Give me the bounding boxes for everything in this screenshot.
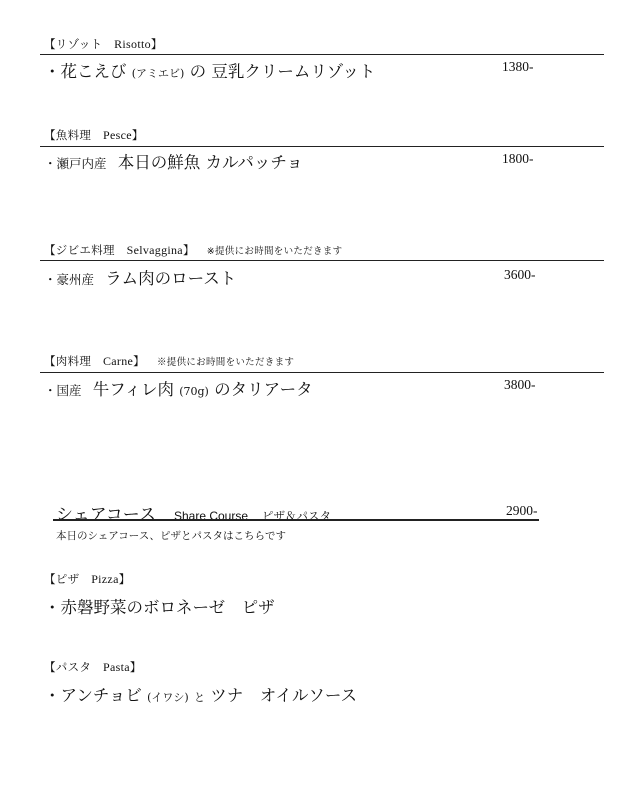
item-name: 牛フィレ肉: [92, 380, 174, 399]
section-header-selvaggina: [44, 242, 342, 258]
section-header-carne: [44, 353, 294, 369]
section-divider: [40, 54, 604, 55]
section-header-close: 】: [118, 572, 131, 586]
course-title: [56, 500, 331, 525]
section-header-label: 【リゾット: [44, 37, 115, 51]
course-divider: [53, 519, 539, 521]
section-header-risotto: [44, 36, 163, 52]
menu-item-carne: [44, 376, 313, 400]
item-price: 1800-: [502, 151, 534, 166]
item-price: 3600-: [504, 267, 536, 282]
section-header-label: 【ジビエ料理: [44, 243, 127, 257]
item-origin: ・豪州産: [44, 272, 95, 287]
item-price: 3800-: [504, 377, 536, 392]
item-note: (アミエビ): [131, 67, 185, 80]
section-header-en: Selvaggina: [126, 243, 183, 257]
menu-item-pizza: ・赤磐野菜のボロネーゼ ピザ: [44, 598, 275, 617]
item-name: ・花こえび: [44, 62, 127, 81]
item-name: ラム肉のロースト: [105, 269, 237, 288]
item-origin: ・国産: [44, 383, 82, 398]
section-header-label: 【パスタ: [44, 660, 103, 674]
item-name-rest: ツナ オイルソース: [210, 686, 358, 705]
menu-item-risotto: [44, 58, 375, 82]
section-header-label: 【ピザ: [44, 572, 92, 586]
section-header-pizza: [44, 571, 131, 587]
course-title-en: Share Course: [173, 509, 249, 523]
section-header-label: 【肉料理: [44, 354, 103, 368]
section-header-pesce: [44, 127, 144, 143]
item-name-rest: の 豆乳クリームリゾット: [189, 62, 376, 81]
menu-item-pasta: [44, 682, 357, 706]
section-header-pasta: [44, 659, 142, 675]
course-title-ja: シェアコース: [56, 505, 156, 525]
item-conjunction: と: [193, 691, 205, 704]
item-price: 1380-: [502, 59, 534, 74]
course-price: 2900-: [506, 503, 538, 518]
section-header-en: Carne: [103, 354, 134, 368]
section-header-close: 】: [133, 354, 145, 368]
item-name-rest: のタリアータ: [214, 380, 313, 399]
section-divider: [40, 260, 604, 261]
section-header-label: 【魚料理: [44, 128, 103, 142]
section-header-en: Pizza: [91, 572, 119, 586]
section-header-close: 】: [150, 37, 163, 51]
section-note: ※提供にお時間をいただきます: [206, 246, 343, 257]
item-note: (イワシ): [147, 691, 189, 704]
item-name: 本日の鮮魚 カルパッチョ: [117, 153, 303, 172]
item-name: ・アンチョビ: [44, 686, 142, 705]
section-header-close: 】: [129, 660, 142, 674]
course-subtitle: ピザ＆パスタ: [262, 509, 332, 523]
course-description: 本日のシェアコース、ピザとパスタはこちらです: [56, 530, 286, 542]
menu-item-selvaggina: [44, 265, 236, 289]
item-weight: (70g): [179, 385, 209, 398]
item-origin: ・瀬戸内産: [44, 156, 107, 171]
section-header-close: 】: [131, 128, 144, 142]
section-header-en: Pesce: [103, 128, 132, 142]
section-divider: [40, 372, 604, 373]
menu-item-pesce: [44, 149, 303, 173]
section-note: ※提供にお時間をいただきます: [156, 357, 295, 368]
section-divider: [40, 146, 604, 147]
section-header-en: Pasta: [103, 660, 130, 674]
section-header-en: Risotto: [114, 37, 151, 51]
section-header-close: 】: [182, 243, 195, 257]
